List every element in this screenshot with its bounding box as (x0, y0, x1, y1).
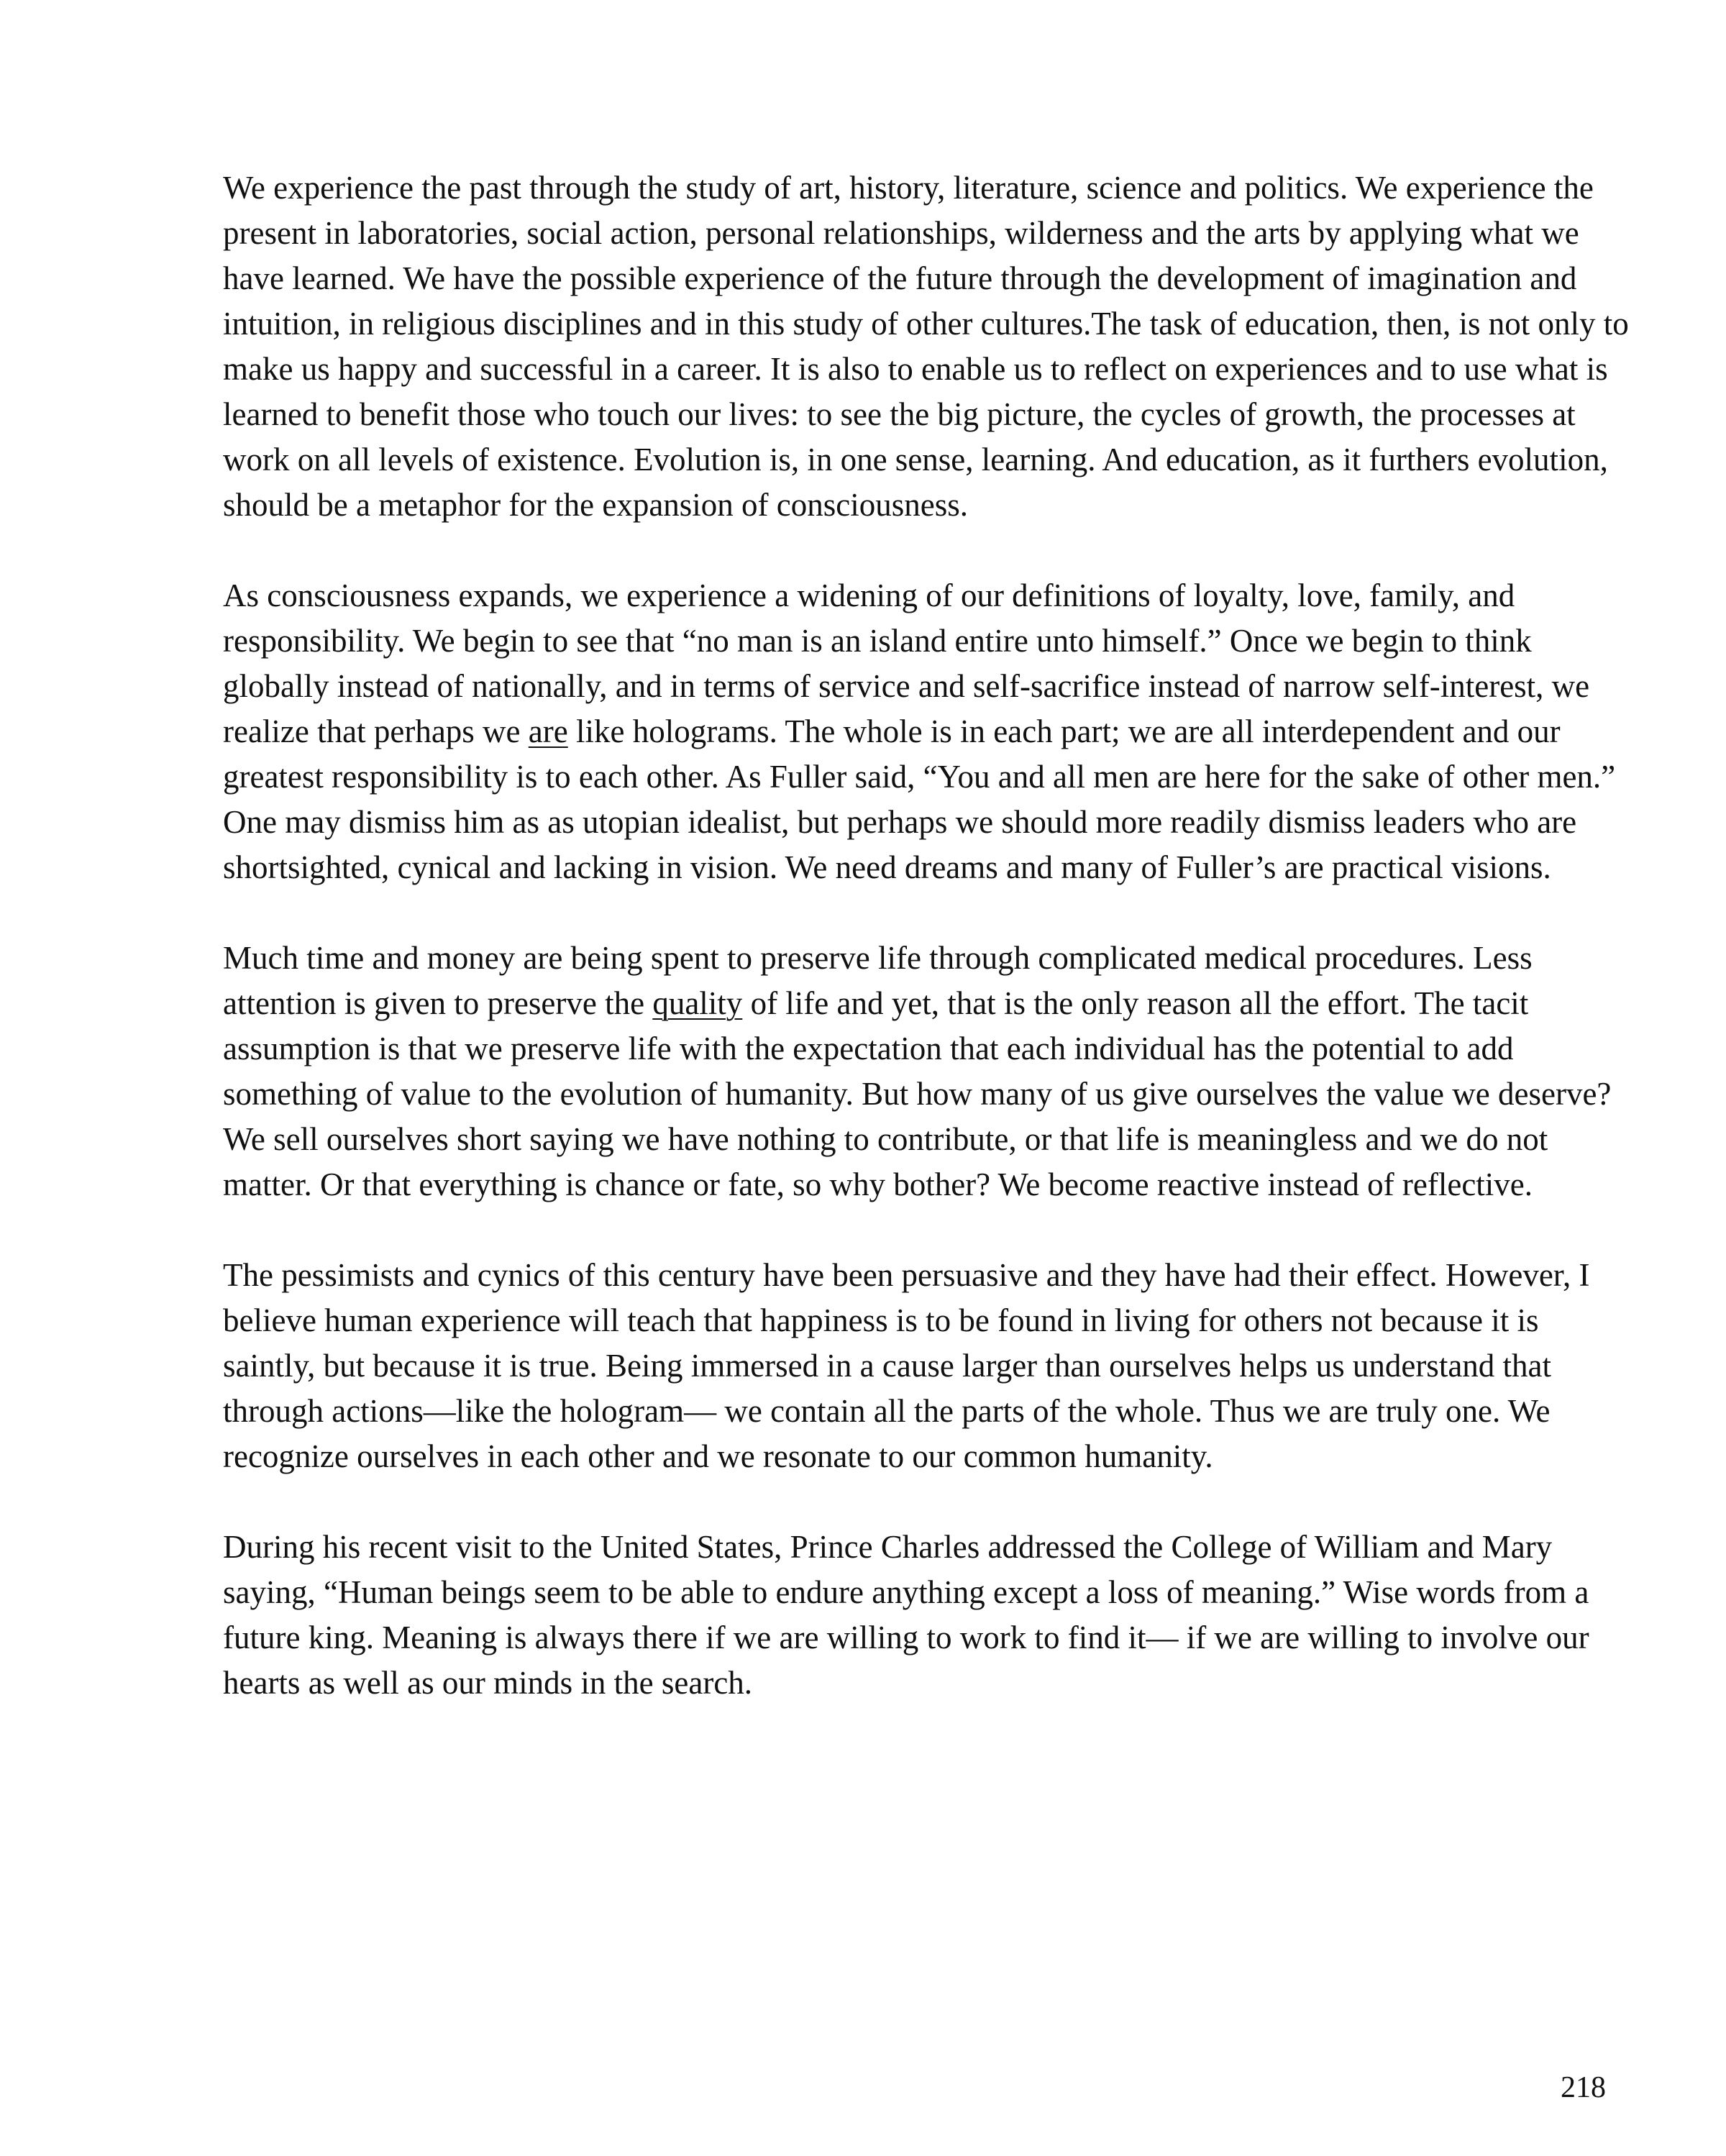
paragraph-1-text: We experience the past through the study of art, history, literature, science and politics. We experience the present in laboratories, social action, personal relationships, wilderness and the arts by applying what we have learned. We have the possible experience of the future through the development of imagination and intuition, in religious disciplines and in this study of other cultures.The task of education, then, is not only to make us happy and successful in a career. It is also to enable us to reflect on experiences and to use what is learned to benefit those who touch our lives: to see the big picture, the cycles of growth, the processes at work on all levels of existence. Evolution is, in one sense, learning. And education, as it furthers evolution, should be a metaphor for the expansion of consciousness. (223, 170, 1629, 523)
paragraph-5-text: During his recent visit to the United States, Prince Charles addressed the College of William and Mary saying, “Human beings seem to be able to endure anything except a loss of meaning.” Wise words from a future king. Meaning is always there if we are willing to work to find it— if we are willing to involve our hearts as well as our minds in the search. (223, 1529, 1589, 1701)
paragraph-1 (223, 165, 1633, 528)
paragraph-5 (223, 1525, 1633, 1706)
underlined-word-are: are (528, 713, 568, 749)
paragraph-2 (223, 573, 1633, 890)
paragraph-3-text-after: of life and yet, that is the only reason all the effort. The tacit assumption is that we preserve life with the expectation that each individual has the potential to add something of value to the evolution of humanity. But how many of us give ourselves the value we deserve? We sell ourselves short saying we have nothing to contribute, or that life is meaningless and we do not matter. Or that everything is chance or fate, so why bother? We become reactive instead of reflective. (223, 985, 1612, 1202)
underlined-word-quality: quality (652, 985, 743, 1021)
paragraph-3 (223, 936, 1633, 1207)
paragraph-4 (223, 1253, 1633, 1479)
body-text (223, 165, 1633, 1751)
page-number: 218 (1561, 2071, 1606, 2104)
paragraph-4-text: The pessimists and cynics of this century have been persuasive and they have had their effect. However, I believe human experience will teach that happiness is to be found in living for others not because it is saintly, but because it is true. Being immersed in a cause larger than ourselves helps us understand that through actions—like the hologram— we contain all the parts of the whole. Thus we are truly one. We recognize ourselves in each other and we resonate to our common humanity. (223, 1257, 1590, 1474)
paragraph-2-text-before: As consciousness expands, we experience a widening of our definitions of loyalty, love, family, and responsibility. We begin to see that “no man is an island entire unto himself.” Once we begin to think globally instead of nationally, and in terms of service and self-sacrifice instead of narrow self-interest, we realize that perhaps we (223, 577, 1590, 749)
paragraph-2-text-after: like holograms. The whole is in each part; we are all interdependent and our greatest responsibility is to each other. As Fuller said, “You and all men are here for the sake of other men.” One may dismiss him as as utopian idealist, but perhaps we should more readily dismiss leaders who are shortsighted, cynical and lacking in vision. We need dreams and many of Fuller’s are practical visions. (223, 713, 1616, 885)
paragraph-3-text-before: Much time and money are being spent to preserve life through complicated medical procedures. Less attention is given to preserve the (223, 940, 1533, 1021)
